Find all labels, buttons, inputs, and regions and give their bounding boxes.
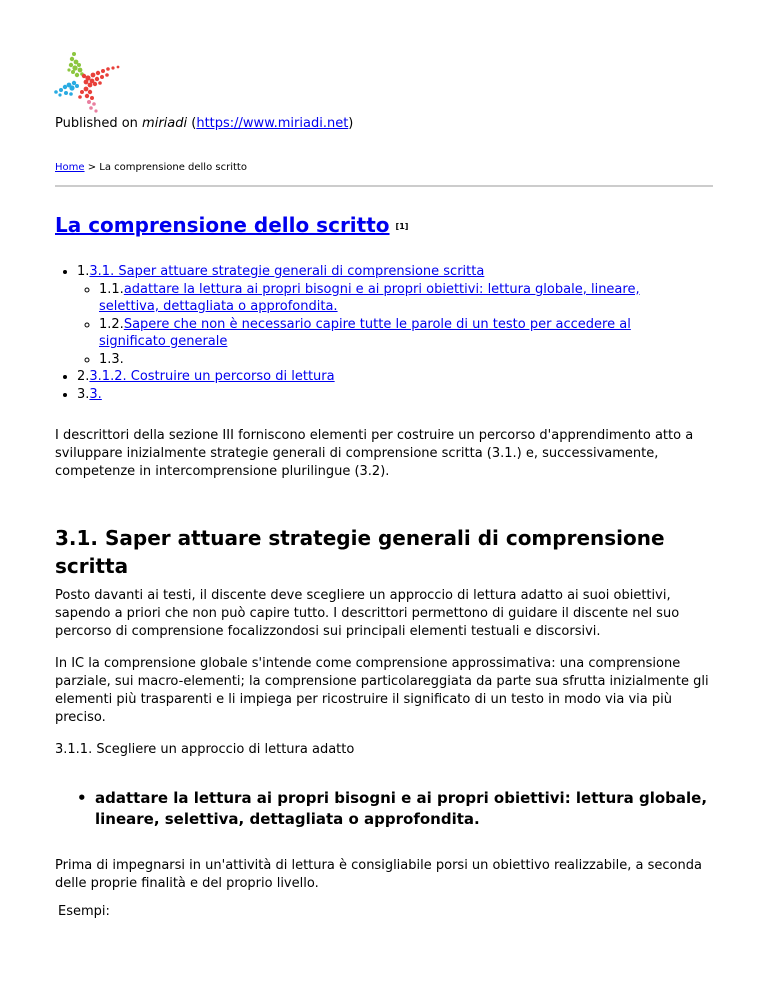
logo-dot (70, 57, 74, 61)
page-title (55, 212, 408, 240)
logo-dot (69, 85, 74, 90)
toc-item-2 (77, 368, 695, 386)
published-line (55, 116, 353, 132)
logo-dot (96, 71, 100, 75)
subsection-heading: 3.1.1. Scegliere un approccio di lettura adatto (55, 742, 355, 757)
examples-label: Esempi: (58, 904, 110, 919)
toc-link[interactable]: Sapere che non è necessario capire tutte le parole di un testo per accedere al significato generale (99, 316, 631, 349)
logo-dot (80, 90, 84, 94)
section-paragraph-3: Prima di impegnarsi in un'attività di lettura è consigliabile porsi un obiettivo realizzabile, a seconda delle proprie finalità e del proprio livello. (55, 858, 702, 891)
table-of-contents (55, 263, 695, 403)
breadcrumb-separator: > (84, 162, 100, 173)
miriadi-logo-icon (52, 50, 126, 116)
logo-dot (90, 96, 94, 100)
logo-dot (87, 100, 91, 104)
bullet-dot-icon: • (77, 789, 87, 807)
bullet-text: adattare la lettura ai propri bisogni e ai propri obiettivi: lettura globale, lineare, selettiva, dettagliata o approfondita. (95, 789, 708, 828)
breadcrumb-home-link[interactable]: Home (55, 162, 85, 173)
logo-dot (88, 83, 93, 88)
breadcrumb (55, 161, 247, 175)
toc-item-1 (77, 263, 695, 368)
logo-dot (63, 85, 67, 89)
logo-dot (72, 52, 76, 56)
toc-item-1-3 (99, 351, 695, 369)
toc-link[interactable]: 3.1.2. Costruire un percorso di lettura (89, 369, 335, 384)
logo-dot (67, 68, 70, 71)
site-url-link[interactable]: https://www.miriadi.net (196, 116, 349, 131)
logo-dot (98, 81, 102, 85)
toc-item-number: 2. (77, 369, 90, 384)
logo-dot (95, 77, 99, 81)
logo-dot (59, 88, 63, 92)
logo-dot (77, 63, 81, 67)
logo-dot (78, 95, 82, 99)
logo-dot (105, 73, 109, 77)
toc-item-number: 3. (77, 386, 90, 402)
logo-dot (75, 84, 79, 88)
section-heading: 3.1. Saper attuare strategie generali di comprensione scritta (55, 526, 665, 578)
toc-link[interactable]: adattare la lettura ai propri bisogni e ai propri obiettivi: lettura globale, lineare, selettiva, dettagliata o approfondita. (99, 281, 640, 314)
page-title-link[interactable]: La comprensione dello scritto (55, 213, 390, 237)
paren-close: ) (348, 116, 354, 131)
intro-paragraph: I descrittori della sezione III forniscono elementi per costruire un percorso d'apprendimento atto a sviluppare inizialmente strategie generali di comprensione scritta (3.1.) e, successivamente, competenze in intercomprensione plurilingue (3.2). (55, 428, 694, 479)
logo-dot (84, 80, 89, 85)
logo-dot (106, 67, 110, 71)
breadcrumb-current: La comprensione dello scritto (99, 162, 247, 173)
logo-dot (78, 68, 83, 73)
toc-item-number: 1.1. (99, 281, 124, 297)
published-prefix: Published on (55, 116, 143, 131)
toc-link[interactable]: 3. (89, 386, 102, 402)
logo-dot (93, 82, 97, 86)
logo-dot (88, 90, 92, 94)
logo-dot (101, 69, 105, 73)
title-footnote-ref: [1] (395, 221, 409, 231)
logo-dot (69, 92, 73, 96)
section-paragraph-2: In IC la comprensione globale s'intende come comprensione approssimativa: una comprensione parziale, sui macro-elementi; la comprensione particolareggiata da parte sua sfrutta inizialmente gli elementi più trasparenti e li impiega per ricostruire il significato di un testo in modo via via più preciso. (55, 656, 709, 725)
logo-dot (71, 70, 75, 74)
logo-dot (85, 94, 89, 98)
toc-item-number: 1.2. (99, 316, 124, 332)
site-name: miriadi (142, 116, 188, 131)
logo-dot (94, 109, 97, 112)
section-paragraph-1: Posto davanti ai testi, il discente deve scegliere un approccio di lettura adatto ai suoi obiettivi, sapendo a priori che non può capire tutto. I descrittori permettono di guidare il discente nel suo percorso di comprensione focalizzondosi sui principali elementi testuali e discorsivi. (55, 588, 680, 639)
logo-dot (92, 102, 96, 106)
logo-dot (64, 91, 68, 95)
toc-item-1-2 (99, 316, 695, 351)
logo-dot (75, 73, 79, 77)
logo-dot (89, 106, 93, 110)
logo-dot (117, 66, 120, 69)
logo-dot (72, 65, 77, 70)
logo-dot (69, 63, 73, 67)
logo-dot (84, 87, 89, 92)
logo-dot (100, 75, 104, 79)
paren-open: ( (187, 116, 197, 131)
toc-link[interactable]: 3.1. Saper attuare strategie generali di comprensione scritta (89, 264, 485, 279)
toc-item-1-1 (99, 281, 695, 316)
logo-dot (82, 74, 86, 78)
toc-item-number: 1. (77, 264, 90, 279)
logo-dot (58, 93, 61, 96)
logo-dot (72, 81, 76, 85)
toc-item-number: 1.3. (99, 351, 124, 367)
logo-dot (91, 73, 96, 78)
logo-dot (54, 90, 58, 94)
toc-item-3 (77, 386, 695, 404)
header-divider (55, 185, 713, 187)
logo-dot (111, 66, 114, 69)
